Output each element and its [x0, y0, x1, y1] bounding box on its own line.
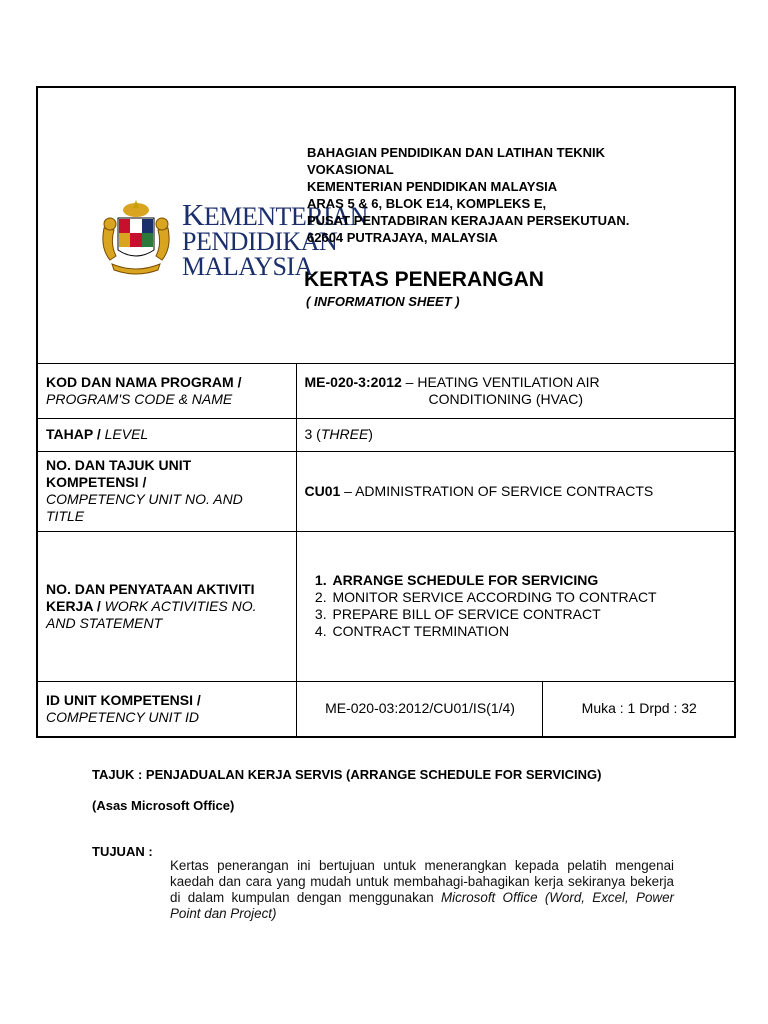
unit-code: CU01	[304, 482, 341, 499]
info-table	[38, 364, 734, 737]
logo-word-2: PENDIDIKAN	[182, 227, 338, 256]
ministry-address	[307, 144, 629, 246]
activities-list	[305, 572, 729, 640]
purpose-paragraph: Kertas penerangan ini bertujuan untuk menerangkan kepada pelatih mengenai kaedah dan cara yang mudah untuk membahagi-bahagikan kerja sekiranya bekerja di dalam kumpulan dengan menggunakan Microsoft Office (Word, Excel, Power Point dan Project)	[170, 858, 674, 921]
unit-value-cell	[296, 451, 734, 531]
unit-label-cell: NO. DAN TAJUK UNIT KOMPETENSI / COMPETENCY UNIT NO. AND TITLE	[38, 451, 296, 531]
unit-id-label-cell: ID UNIT KOMPETENSI / COMPETENCY UNIT ID	[38, 681, 296, 736]
address-line: PUSAT PENTADBIRAN KERAJAAN PERSEKUTUAN.	[307, 213, 630, 228]
coat-of-arms-icon	[96, 198, 176, 278]
table-row-unit	[38, 451, 734, 531]
address-line: ARAS 5 & 6, BLOK E14, KOMPLEKS E,	[307, 196, 547, 211]
program-label-cell	[38, 364, 296, 418]
program-name-2: CONDITIONING (HVAC)	[428, 390, 584, 407]
purpose-label: TUJUAN :	[92, 844, 153, 859]
table-row-program	[38, 364, 734, 418]
level-value-cell: 3 (THREE)	[296, 418, 734, 451]
unit-id-value-cell	[296, 681, 542, 736]
program-label-en: PROGRAM'S CODE & NAME	[46, 390, 233, 407]
basis-note: (Asas Microsoft Office)	[92, 798, 235, 813]
program-name-1: HEATING VENTILATION AIR	[417, 373, 600, 390]
program-code: ME-020-3:2012	[304, 373, 402, 390]
table-row-activities	[38, 531, 734, 681]
activities-value-cell	[296, 531, 734, 681]
program-dash: –	[401, 373, 418, 390]
document-title: KERTAS PENERANGAN	[304, 268, 544, 291]
address-line: BAHAGIAN PENDIDIKAN DAN LATIHAN TEKNIK	[307, 145, 606, 160]
table-row-level	[38, 418, 734, 451]
address-line: 62604 PUTRAJAYA, MALAYSIA	[307, 230, 498, 245]
logo-word-1: EMENTERIAN	[203, 202, 368, 231]
document-header	[38, 88, 734, 364]
page-count: Muka : 1 Drpd : 32	[581, 700, 697, 716]
list-item: 2. MONITOR SERVICE ACCORDING TO CONTRACT	[331, 589, 729, 606]
address-line: KEMENTERIAN PENDIDIKAN MALAYSIA	[307, 179, 558, 194]
list-item: 1. ARRANGE SCHEDULE FOR SERVICING	[331, 572, 729, 589]
level-value: THREE	[320, 426, 369, 442]
logo-initial-k: K	[182, 197, 204, 232]
purpose-software: Microsoft Office (Word, Excel, Power Point dan Project)	[170, 890, 674, 921]
activities-label-cell: NO. DAN PENYATAAN AKTIVITI KERJA / WORK ACTIVITIES NO. AND STATEMENT	[38, 531, 296, 681]
list-item: 4. CONTRACT TERMINATION	[331, 623, 729, 640]
program-value-cell	[296, 364, 734, 418]
topic-heading: TAJUK : PENJADUALAN KERJA SERVIS (ARRANGE SCHEDULE FOR SERVICING)	[92, 767, 602, 782]
level-label: TAHAP /	[46, 426, 105, 442]
level-label-cell	[38, 418, 296, 451]
list-item: 3. PREPARE BILL OF SERVICE CONTRACT	[331, 606, 729, 623]
program-label: KOD DAN NAMA PROGRAM /	[46, 373, 242, 390]
logo-word-3: MALAYSIA	[182, 252, 313, 281]
address-line: VOKASIONAL	[307, 162, 394, 177]
unit-title: – ADMINISTRATION OF SERVICE CONTRACTS	[340, 482, 654, 499]
level-label-en: LEVEL	[104, 426, 149, 442]
unit-id-value: ME-020-03:2012/CU01/IS(1/4)	[325, 700, 515, 716]
document-subtitle: ( INFORMATION SHEET )	[306, 294, 460, 309]
page-count-cell	[542, 681, 734, 736]
document-frame	[36, 86, 736, 738]
table-row-unit-id	[38, 681, 734, 736]
